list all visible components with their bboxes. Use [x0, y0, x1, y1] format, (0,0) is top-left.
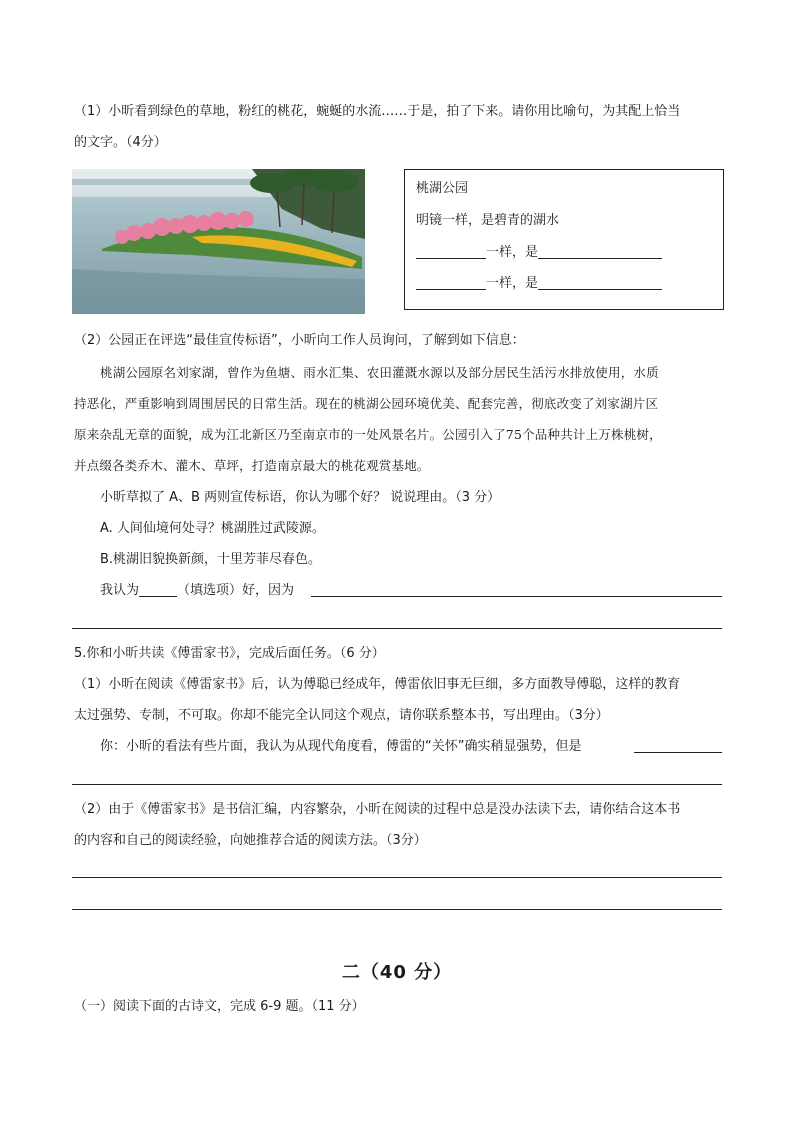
- blank-1b[interactable]: [538, 244, 662, 259]
- q4-2-para-line-3: 原来杂乱无章的面貌，成为江北新区乃至南京市的一处风景名片。公园引入了75个品种共计上万株桃树，: [74, 427, 662, 442]
- q5-2-answer-rule-1[interactable]: [72, 877, 722, 878]
- option-a: A. 人间仙境何处寻？桃湖胜过武陵源。: [100, 521, 325, 536]
- q5-title: 5.你和小昕共读《傅雷家书》，完成后面任务。（6 分）: [74, 646, 385, 661]
- q4-2-para-line-1: 桃湖公园原名刘家湖，曾作为鱼塘、雨水汇集、农田灌溉水源以及部分居民生活污水排放使用，水质: [100, 365, 659, 380]
- blank-2a[interactable]: [416, 275, 486, 290]
- answer-mid: （填选项）好，因为: [177, 583, 295, 598]
- blank-2b[interactable]: [538, 275, 662, 290]
- section-2-heading: 二（40 分）: [341, 962, 453, 983]
- fill-text-2: 一样，是: [486, 276, 539, 291]
- q5-1-answer-rule-2[interactable]: [72, 784, 722, 785]
- q4-2-para-line-4: 并点缀各类乔木、灌木、草坪，打造南京最大的桃花观赏基地。: [74, 458, 430, 473]
- option-b: B.桃湖旧貌换新颜，十里芳菲尽春色。: [100, 552, 322, 567]
- q5-2-line-2: 的内容和自己的阅读经验，向她推荐合适的阅读方法。（3分）: [74, 833, 427, 848]
- answer-reason-rule-1[interactable]: [311, 596, 722, 597]
- q4-2-answer-line[interactable]: [100, 581, 294, 601]
- q5-1-line-1: （1）小昕在阅读《傅雷家书》后，认为傅聪已经成年，傅雷依旧事无巨细，多方面教导傅聪，这样的教育: [74, 677, 681, 692]
- metaphor-box: [404, 169, 724, 310]
- box-example: 明镜一样，是碧青的湖水: [416, 213, 560, 228]
- section-2-subheading: （一）阅读下面的古诗文，完成 6-9 题。（11 分）: [74, 999, 365, 1014]
- fill-text-1: 一样，是: [486, 245, 539, 260]
- q5-1-line-2: 太过强势、专制，不可取。你却不能完全认同这个观点，请你联系整本书，写出理由。（3分）: [74, 708, 609, 723]
- park-photo-illustration: [72, 169, 365, 314]
- park-photo: [72, 169, 365, 314]
- answer-choice-blank[interactable]: [139, 582, 177, 597]
- blank-1a[interactable]: [416, 244, 486, 259]
- q4-1-line-1: （1）小昕看到绿色的草地，粉红的桃花，蜿蜒的水流……于是，拍了下来。请你用比喻句，为其配上恰当: [74, 104, 681, 119]
- q5-1-answer-rule-1[interactable]: [634, 752, 722, 753]
- q5-1-answer: 你：小昕的看法有些片面，我认为从现代角度看，傅雷的“关怀”确实稍显强势，但是: [100, 739, 582, 754]
- q4-2-question: 小昕草拟了 A、B 两则宣传标语，你认为哪个好？ 说说理由。（3 分）: [100, 490, 501, 505]
- q4-2-para-line-2: 持恶化，严重影响到周围居民的日常生活。现在的桃湖公园环境优美、配套完善，彻底改变了刘家湖片区: [74, 396, 659, 411]
- box-fill-line-2[interactable]: [416, 274, 662, 294]
- box-fill-line-1[interactable]: [416, 243, 662, 263]
- q4-2-intro: （2）公园正在评选“最佳宣传标语”，小昕向工作人员询问，了解到如下信息：: [74, 333, 525, 348]
- box-title: 桃湖公园: [416, 181, 469, 196]
- q4-1-line-2: 的文字。（4分）: [74, 135, 167, 150]
- q5-2-line-1: （2）由于《傅雷家书》是书信汇编，内容繁杂，小昕在阅读的过程中总是没办法读下去，请你结合这本书: [74, 802, 681, 817]
- answer-prefix: 我认为: [100, 583, 140, 598]
- answer-reason-rule-2[interactable]: [72, 628, 722, 629]
- q5-2-answer-rule-2[interactable]: [72, 909, 722, 910]
